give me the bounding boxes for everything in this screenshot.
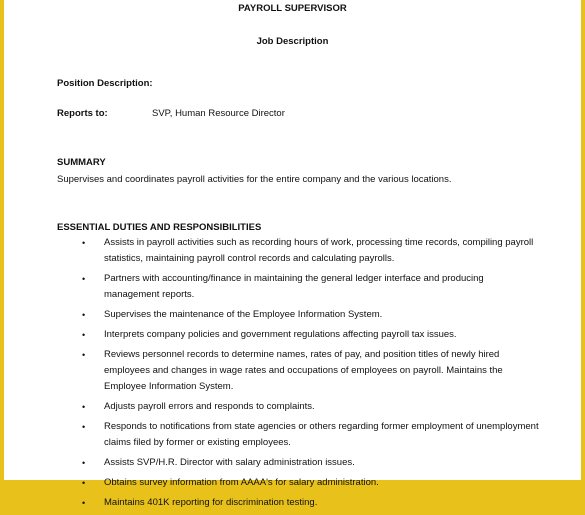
position-description-label: Position Description: bbox=[57, 78, 153, 89]
bullet-icon: • bbox=[82, 274, 86, 284]
bullet-icon: • bbox=[82, 330, 86, 340]
bullet-icon: • bbox=[82, 310, 86, 320]
reports-to-value: SVP, Human Resource Director bbox=[152, 108, 285, 119]
duty-text: Assists in payroll activities such as recording hours of work, processing time records, compiling payroll statistics, maintaining payroll control records and calculating payrolls. bbox=[104, 237, 534, 264]
duty-item bbox=[4, 271, 581, 303]
duty-text: Adjusts payroll errors and responds to complaints. bbox=[104, 401, 315, 412]
duty-item bbox=[4, 327, 581, 343]
bullet-icon: • bbox=[82, 422, 86, 432]
reports-to-label: Reports to: bbox=[57, 108, 108, 119]
duty-text: Obtains survey information from AAAA's for salary administration. bbox=[104, 477, 379, 488]
duty-item bbox=[4, 495, 581, 511]
bullet-icon: • bbox=[82, 458, 86, 468]
duty-item bbox=[4, 347, 581, 395]
bullet-icon: • bbox=[82, 498, 86, 508]
document-subtitle: Job Description bbox=[256, 36, 329, 47]
bullet-icon: • bbox=[82, 350, 86, 360]
duty-item bbox=[4, 419, 581, 451]
document-page bbox=[4, 0, 581, 508]
duty-text: Partners with accounting/finance in maintaining the general ledger interface and producing management reports. bbox=[104, 273, 484, 300]
duty-text: Responds to notifications from state agencies or others regarding former employment of unemployment claims filed by former or existing employees. bbox=[104, 421, 539, 448]
bullet-icon: • bbox=[82, 238, 86, 248]
duty-text: Maintains 401K reporting for discrimination testing. bbox=[104, 497, 318, 508]
duty-text: Interprets company policies and government regulations affecting payroll tax issues. bbox=[104, 329, 457, 340]
duty-text: Assists SVP/H.R. Director with salary administration issues. bbox=[104, 457, 355, 468]
duty-item bbox=[4, 307, 581, 323]
duty-item bbox=[4, 455, 581, 471]
duties-list bbox=[4, 235, 581, 515]
duty-item bbox=[4, 399, 581, 415]
document-title: PAYROLL SUPERVISOR bbox=[238, 3, 347, 14]
summary-text: Supervises and coordinates payroll activities for the entire company and the various locations. bbox=[57, 174, 452, 185]
duty-item bbox=[4, 475, 581, 491]
bullet-icon: • bbox=[82, 402, 86, 412]
duty-text: Reviews personnel records to determine names, rates of pay, and position titles of newly hired employees and changes in wage rates and occupations of employees on payroll. Maintains the Employee Information System. bbox=[104, 349, 503, 392]
duties-heading: ESSENTIAL DUTIES AND RESPONSIBILITIES bbox=[57, 222, 262, 233]
duty-text: Supervises the maintenance of the Employee Information System. bbox=[104, 309, 383, 320]
summary-heading: SUMMARY bbox=[57, 157, 106, 168]
bullet-icon: • bbox=[82, 478, 86, 488]
duty-item bbox=[4, 235, 581, 267]
